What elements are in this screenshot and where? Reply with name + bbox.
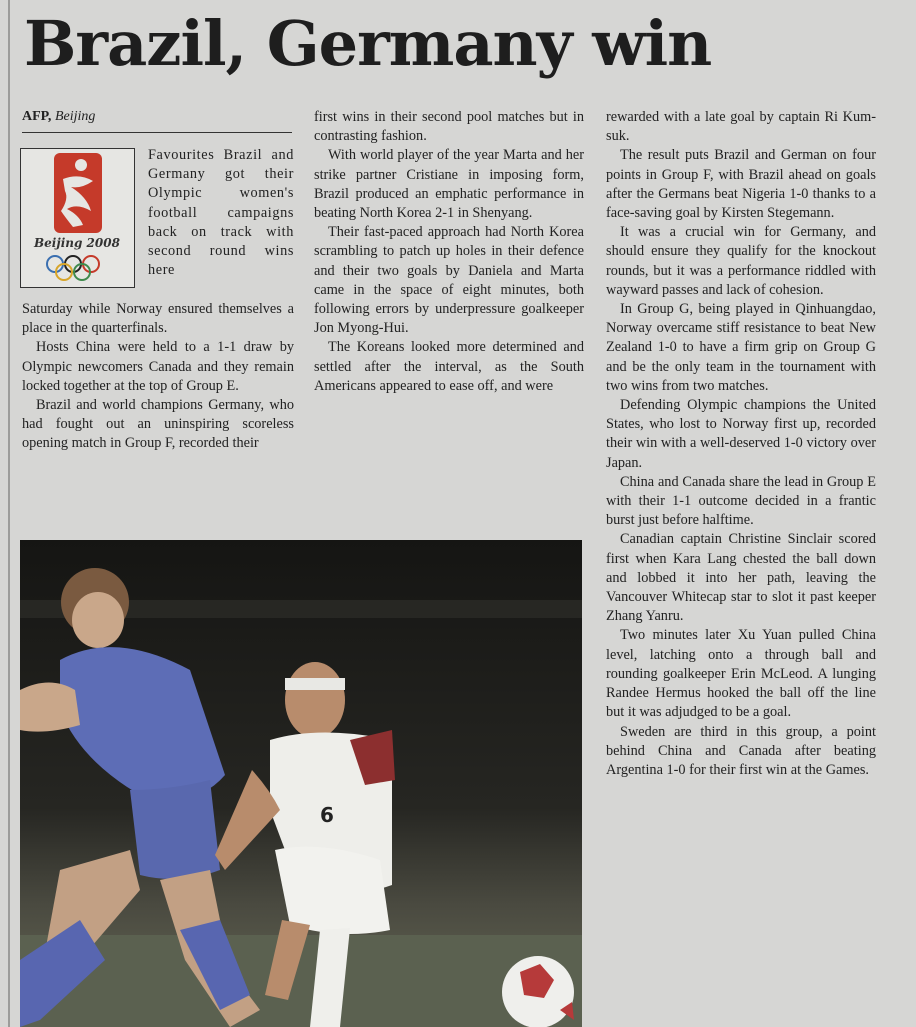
byline-divider [22, 132, 292, 133]
paragraph: The Koreans looked more determined and settled after the interval, as the South Americans appeared to ease off, and were [314, 339, 584, 394]
match-photo [20, 540, 582, 1027]
beijing-2008-logo [20, 148, 135, 288]
page-edge-rule [8, 0, 10, 1027]
paragraph: Their fast-paced approach had North Korea scrambling to patch up holes in their defence and their two goals by Daniela and Marta came in the space of eight minutes, both following errors by underpressure goalkeeper Jon Myong-Hui. [314, 224, 584, 337]
paragraph: Hosts China were held to a 1-1 draw by Olympic newcomers Canada and they remain locked together at the top of Group E. [22, 339, 294, 394]
paragraph: The result puts Brazil and German on four points in Group F, with Brazil ahead on goals after the Germans beat Nigeria 1-0 thanks to a face-saving goal by Kirsten Stegemann. [606, 147, 876, 222]
headline: Brazil, Germany win [24, 7, 712, 80]
paragraph: With world player of the year Marta and her strike partner Cristiane in imposing form, Brazil produced an emphatic performance in beating North Korea 2-1 in Shenyang. [314, 147, 584, 222]
olympic-emblem-icon [21, 149, 134, 287]
paragraph: Sweden are third in this group, a point behind China and Canada after beating Argentina 1-0 for their first win at the Games. [606, 723, 876, 778]
article-column-1 [22, 300, 294, 454]
logo-text: Beijing 2008 [34, 236, 120, 250]
paragraph: Saturday while Norway ensured themselves a place in the quarterfinals. [22, 301, 294, 337]
jersey-number: 6 [320, 803, 334, 827]
lead-paragraph-wrap [148, 146, 294, 280]
paragraph: China and Canada share the lead in Group E with their 1-1 outcome decided in a frantic burst just before halftime. [606, 473, 876, 529]
football [502, 956, 574, 1027]
paragraph: Brazil and world champions Germany, who had fought out an uninspiring scoreless opening match in Group F, recorded their [22, 397, 294, 452]
byline-agency: AFP, [22, 109, 52, 124]
paragraph: Two minutes later Xu Yuan pulled China level, latching onto a through ball and rounding goalkeeper Erin McLeod. A lunging Randee Hermus hooked the ball off the line but it was adjudged to be a goal. [606, 627, 876, 721]
paragraph: It was a crucial win for Germany, and should ensure they qualify for the knockout rounds, but it was a performance riddled with wayward passes and lack of cohesion. [606, 224, 876, 298]
paragraph: first wins in their second pool matches but in contrasting fashion. [314, 109, 584, 145]
paragraph: Defending Olympic champions the United States, who lost to Norway first up, recorded their win with a well-deserved 1-0 victory over Japan. [606, 397, 876, 471]
paragraph: rewarded with a late goal by captain Ri Kum-suk. [606, 109, 876, 145]
football-players-illustration [20, 540, 582, 1027]
paragraph: Canadian captain Christine Sinclair scored first when Kara Lang chested the ball down and lobbed it into her path, leaving the Vancouver Whitecap star to slot it past keeper Zhang Yanru. [606, 531, 876, 625]
article-column-2 [314, 108, 584, 396]
byline-city: Beijing [54, 109, 96, 124]
byline [22, 108, 292, 126]
olympic-rings-icon [47, 256, 99, 280]
paragraph: In Group G, being played in Qinhuangdao, Norway overcame stiff resistance to beat New Zealand 1-0 to have a firm grip on Group G and be the only team in the tournament with two wins from two matches. [606, 301, 876, 394]
lead-paragraph: Favourites Brazil and Germany got their Olympic women's football campaigns back on track with second round wins here [148, 147, 294, 279]
article-column-3 [606, 108, 876, 780]
